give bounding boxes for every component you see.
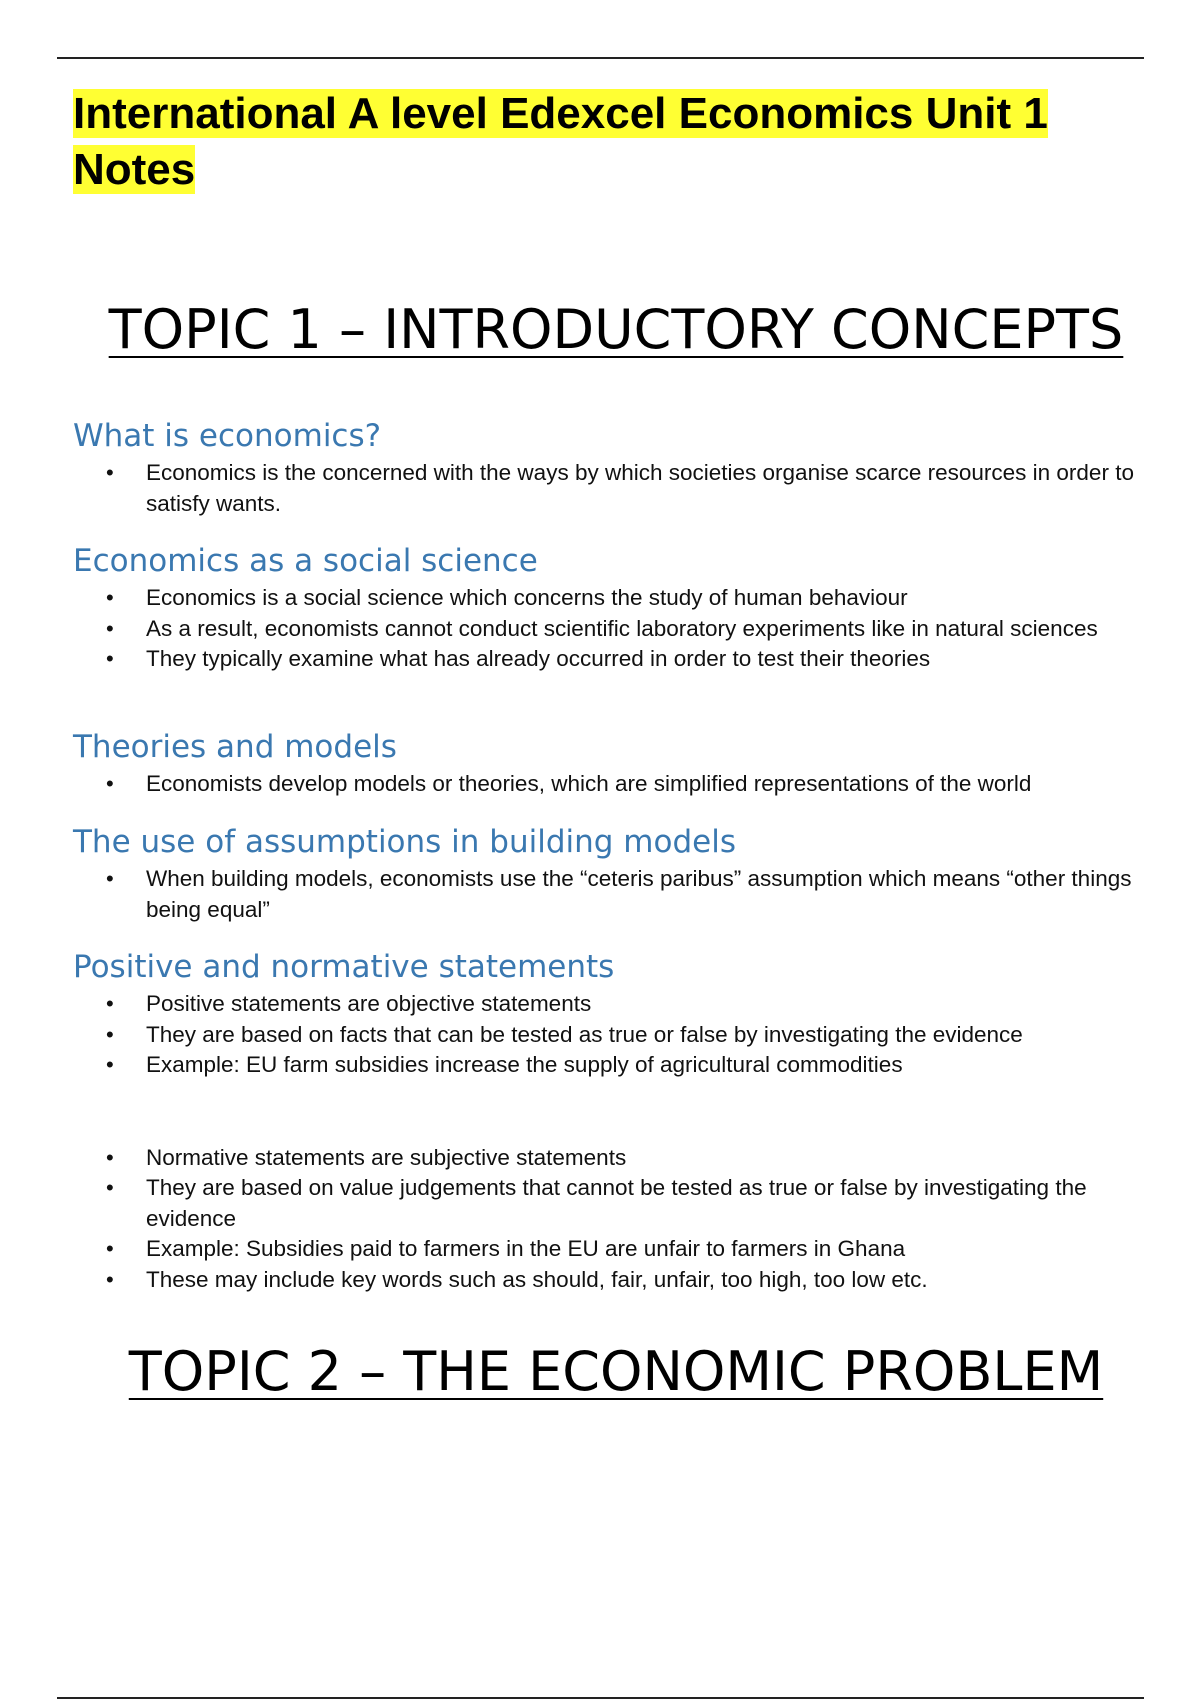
list-item: • They are based on facts that can be tested as true or false by investigating the evidence xyxy=(73,1020,1163,1051)
list-item: • They are based on value judgements that cannot be tested as true or false by investigating the evidence xyxy=(73,1173,1163,1234)
bullet-list xyxy=(73,864,1163,925)
list-item: • Economics is the concerned with the ways by which societies organise scarce resources in order to satisfy wants. xyxy=(73,458,1163,519)
topic-2-heading-text: TOPIC 2 – THE ECONOMIC PROBLEM xyxy=(128,1340,1104,1403)
section-theories-and-models xyxy=(73,727,1163,800)
top-page-rule xyxy=(57,57,1144,59)
list-item: • Positive statements are objective statements xyxy=(73,989,1163,1020)
list-item: • Example: Subsidies paid to farmers in the EU are unfair to farmers in Ghana xyxy=(73,1234,1163,1265)
topic-1-heading-text: TOPIC 1 – INTRODUCTORY CONCEPTS xyxy=(108,298,1124,361)
list-item: • Example: EU farm subsidies increase the supply of agricultural commodities xyxy=(73,1050,1163,1081)
bullet-list-normative xyxy=(73,1143,1163,1296)
list-item: • These may include key words such as should, fair, unfair, too high, too low etc. xyxy=(73,1265,1163,1296)
list-item: • Normative statements are subjective statements xyxy=(73,1143,1163,1174)
list-item: • Economists develop models or theories, which are simplified representations of the world xyxy=(73,769,1163,800)
section-heading: The use of assumptions in building models xyxy=(73,824,736,860)
bullet-list-positive xyxy=(73,989,1163,1081)
document-title xyxy=(73,86,1163,198)
topic-1-heading xyxy=(0,298,1200,362)
section-social-science xyxy=(73,541,1163,675)
section-heading: Economics as a social science xyxy=(73,543,538,579)
topic-2-heading xyxy=(0,1340,1200,1404)
list-item: • Economics is a social science which concerns the study of human behaviour xyxy=(73,583,1163,614)
document-title-highlight: International A level Edexcel Economics Unit 1 Notes xyxy=(73,89,1048,194)
document-title-block xyxy=(73,86,1163,198)
section-heading: What is economics? xyxy=(73,418,382,454)
bullet-list xyxy=(73,769,1163,800)
section-assumptions xyxy=(73,822,1163,925)
list-item: • When building models, economists use the “ceteris paribus” assumption which means “other things being equal” xyxy=(73,864,1163,925)
section-what-is-economics xyxy=(73,416,1163,519)
bullet-list xyxy=(73,458,1163,519)
bottom-page-rule xyxy=(57,1697,1144,1699)
list-item: • They typically examine what has already occurred in order to test their theories xyxy=(73,644,1163,675)
section-heading: Theories and models xyxy=(73,729,397,765)
list-item: • As a result, economists cannot conduct scientific laboratory experiments like in natural sciences xyxy=(73,614,1163,645)
section-heading: Positive and normative statements xyxy=(73,949,615,985)
section-positive-normative xyxy=(73,947,1163,1295)
bullet-list xyxy=(73,583,1163,675)
